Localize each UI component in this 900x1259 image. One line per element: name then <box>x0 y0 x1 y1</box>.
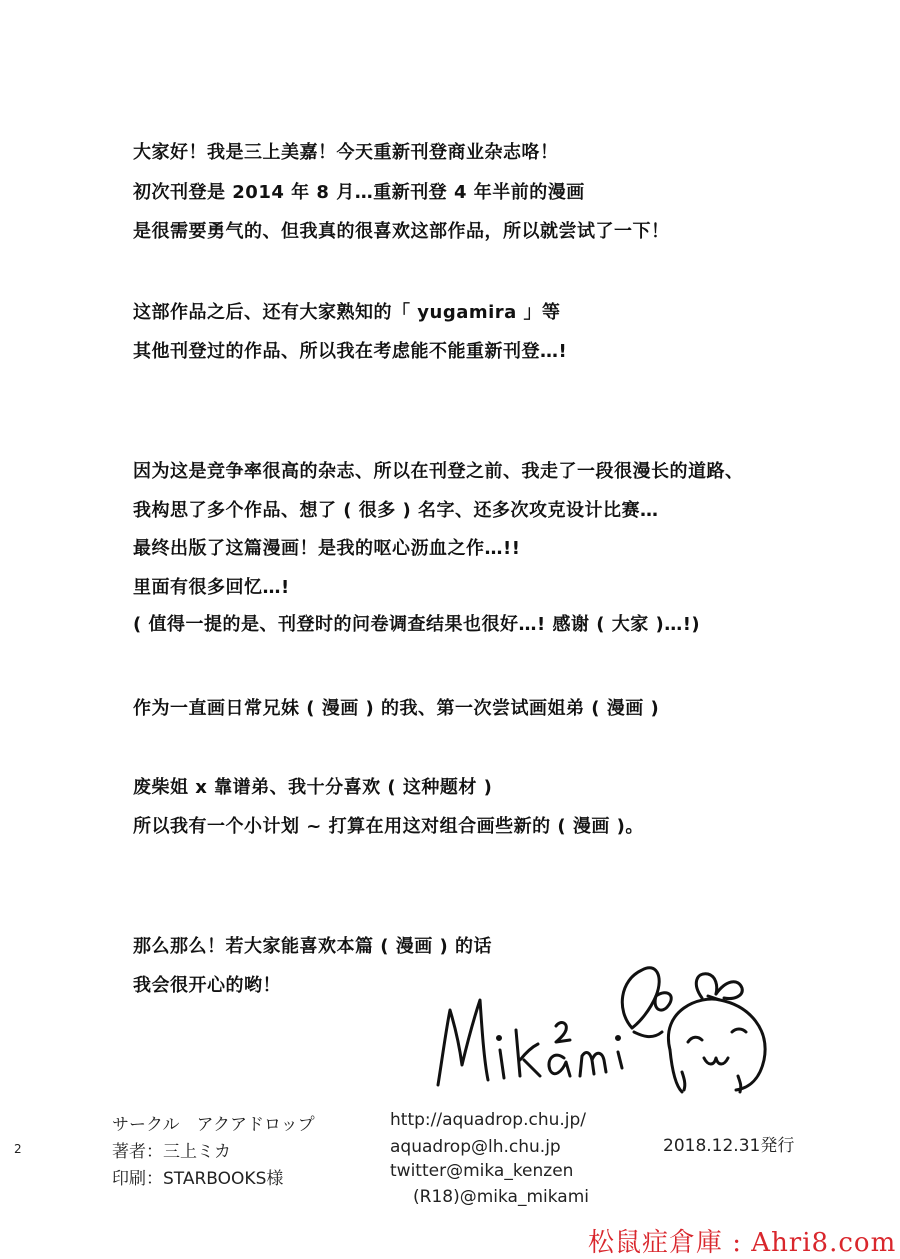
email-link[interactable]: aquadrop@lh.chu.jp <box>390 1137 561 1157</box>
twitter-r18-link[interactable]: (R18)@mika_mikami <box>413 1187 589 1207</box>
body-text-line: 这部作品之后、还有大家熟知的「 yugamira 」等 <box>133 302 561 323</box>
body-text-line: 废柴姐 x 靠谱弟、我十分喜欢 ( 这种题材 ) <box>133 777 493 798</box>
body-text-line: 因为这是竞争率很高的杂志、所以在刊登之前、我走了一段很漫长的道路、 <box>133 461 744 482</box>
body-text-line: 我会很开心的哟！ <box>133 975 281 996</box>
body-text-line: 作为一直画日常兄妹 ( 漫画 ) 的我、第一次尝试画姐弟 ( 漫画 ) <box>133 698 660 719</box>
body-text-line: 是很需要勇气的、但我真的很喜欢这部作品，所以就尝试了一下！ <box>133 221 670 242</box>
body-text-line: 所以我有一个小计划 ~ 打算在用这对组合画些新的 ( 漫画 )。 <box>133 816 644 837</box>
body-text-line: ( 值得一提的是、刊登时的问卷调查结果也很好…! 感谢 ( 大家 )…!) <box>133 614 701 635</box>
publish-date: 2018.12.31発行 <box>663 1136 795 1156</box>
body-text-line: 初次刊登是 2014 年 8 月…重新刊登 4 年半前的漫画 <box>133 182 585 203</box>
body-text-line: 最终出版了这篇漫画！是我的呕心沥血之作…!! <box>133 538 521 559</box>
author-signature-drawing <box>420 900 780 1100</box>
watermark: 松鼠症倉庫 : Ahri8.com <box>588 1228 897 1258</box>
body-text-line: 那么那么！若大家能喜欢本篇 ( 漫画 ) 的话 <box>133 936 493 957</box>
body-text-line: 大家好！我是三上美嘉！今天重新刊登商业杂志咯！ <box>133 142 559 163</box>
body-text-line: 我构思了多个作品、想了 ( 很多 ) 名字、还多次攻克设计比赛… <box>133 500 659 521</box>
circle-name: サークル アクアドロップ <box>112 1115 315 1135</box>
twitter-link[interactable]: twitter@mika_kenzen <box>390 1161 574 1181</box>
body-text-line: 其他刊登过的作品、所以我在考虑能不能重新刊登…! <box>133 341 568 362</box>
body-text-line: 里面有很多回忆…! <box>133 577 290 598</box>
printer-credit: 印刷：STARBOOKS様 <box>112 1169 284 1189</box>
page-number: 2 <box>14 1142 22 1156</box>
author-credit: 著者：三上ミカ <box>112 1142 231 1162</box>
website-link[interactable]: http://aquadrop.chu.jp/ <box>390 1110 587 1130</box>
